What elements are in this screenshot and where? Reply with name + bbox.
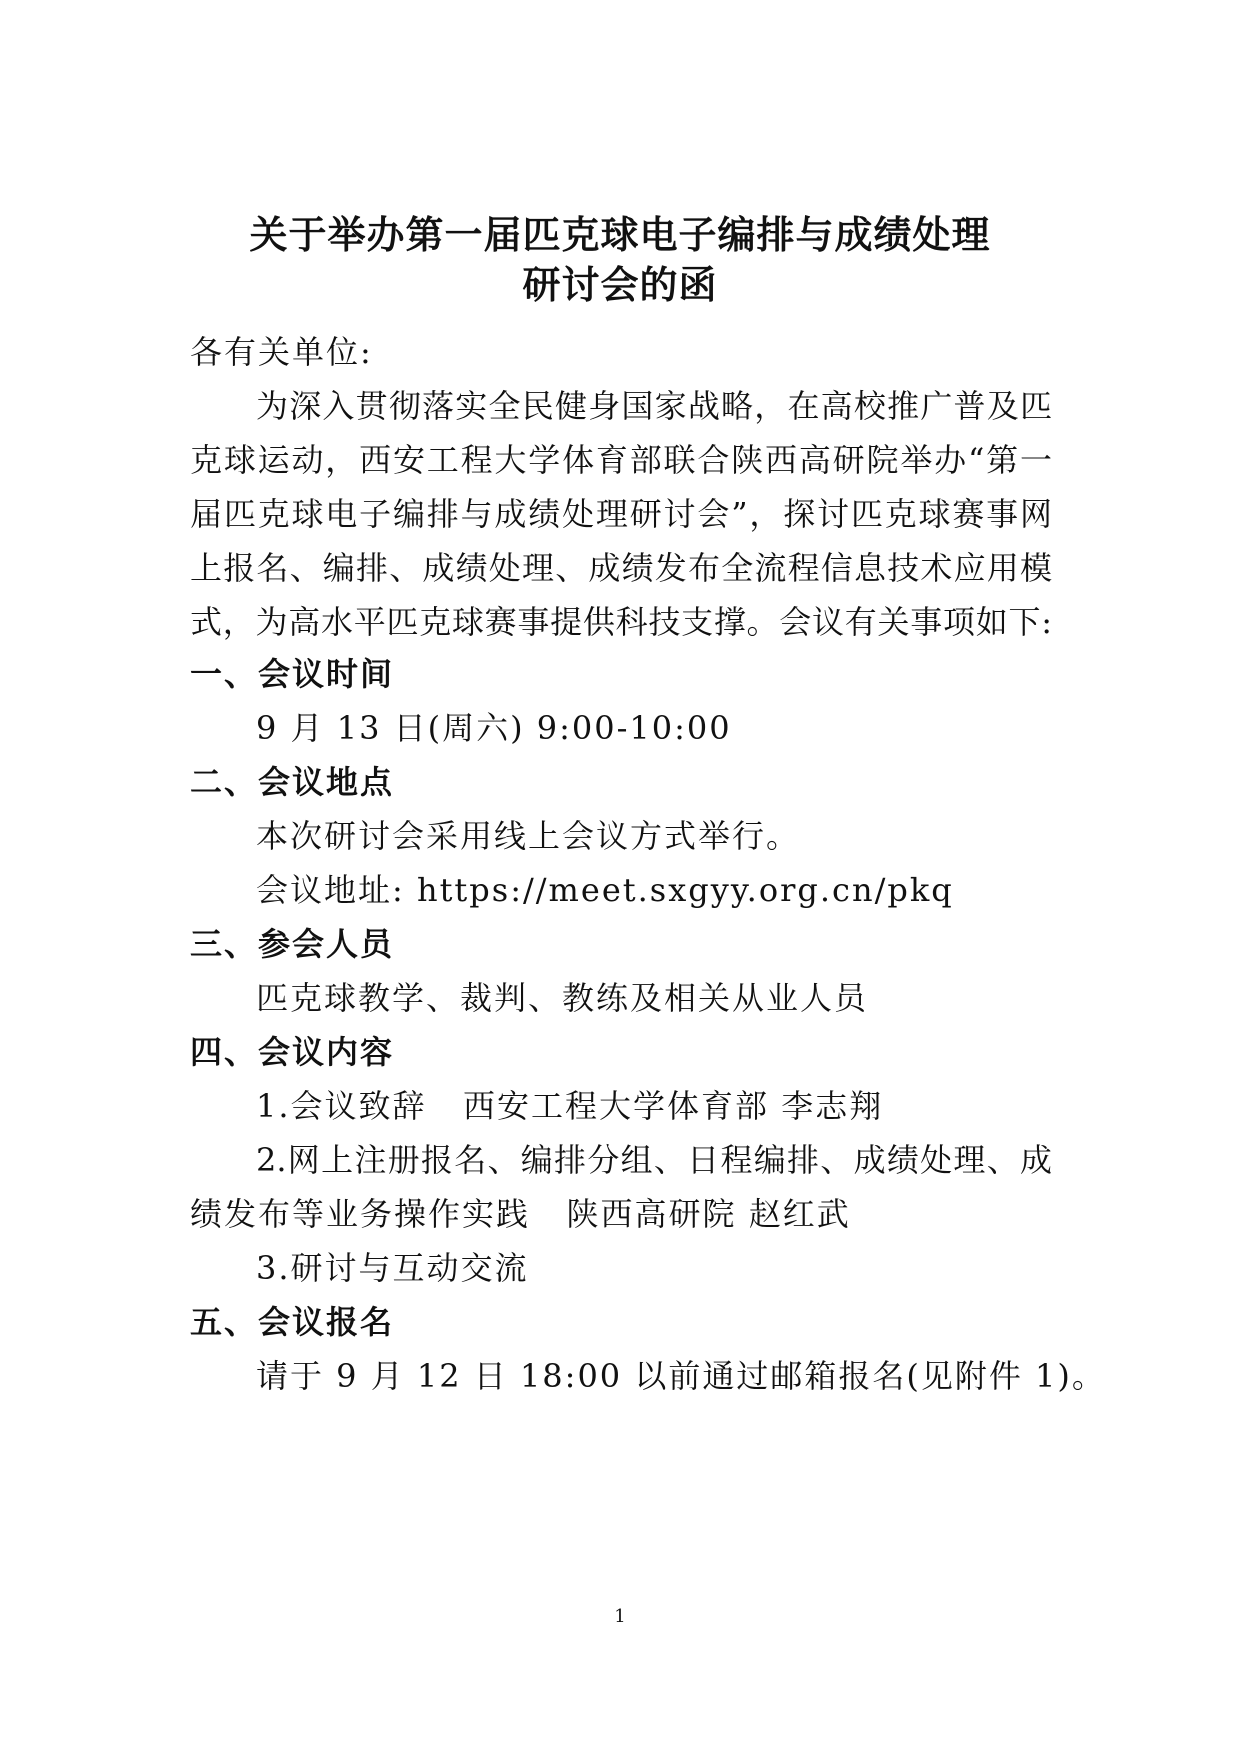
page-number: 1 <box>614 1606 626 1627</box>
document-title-line-2: 研讨会的函 <box>522 262 718 307</box>
section-attendees-heading: 三、参会人员 <box>190 925 395 963</box>
document-title-line-1: 关于举办第一届匹克球电子编排与成绩处理 <box>249 212 991 257</box>
section-content-heading: 四、会议内容 <box>190 1033 395 1071</box>
section-content-item-2-line-2: 绩发布等业务操作实践 陕西高研院 赵红武 <box>190 1195 851 1233</box>
section-place-heading: 二、会议地点 <box>190 763 395 801</box>
intro-line-2: 克球运动，西安工程大学体育部联合陕西高研院举办“第一 <box>190 441 1052 479</box>
section-place-text-1: 本次研讨会采用线上会议方式举行。 <box>256 817 801 855</box>
salutation: 各有关单位: <box>190 333 373 371</box>
section-time-text: 9 月 13 日(周六) 9:00-10:00 <box>256 709 732 747</box>
section-place-address: 会议地址: https://meet.sxgyy.org.cn/pkq <box>256 871 954 909</box>
intro-line-4: 上报名、编排、成绩处理、成绩发布全流程信息技术应用模 <box>190 549 1052 587</box>
section-content-item-3: 3.研讨与互动交流 <box>256 1249 529 1287</box>
intro-line-3: 届匹克球电子编排与成绩处理研讨会”，探讨匹克球赛事网 <box>190 495 1052 533</box>
section-registration-heading: 五、会议报名 <box>190 1303 395 1341</box>
section-content-item-2-line-1: 2.网上注册报名、编排分组、日程编排、成绩处理、成 <box>256 1141 1052 1179</box>
section-attendees-text: 匹克球教学、裁判、教练及相关从业人员 <box>256 979 869 1017</box>
section-time-heading: 一、会议时间 <box>190 655 395 693</box>
intro-line-1: 为深入贯彻落实全民健身国家战略，在高校推广普及匹 <box>256 387 1052 425</box>
section-content-item-1: 1.会议致辞 西安工程大学体育部 李志翔 <box>256 1087 884 1125</box>
intro-line-5: 式，为高水平匹克球赛事提供科技支撑。会议有关事项如下: <box>190 603 1052 641</box>
section-registration-text: 请于 9 月 12 日 18:00 以前通过邮箱报名(见附件 1)。 <box>256 1357 1106 1395</box>
